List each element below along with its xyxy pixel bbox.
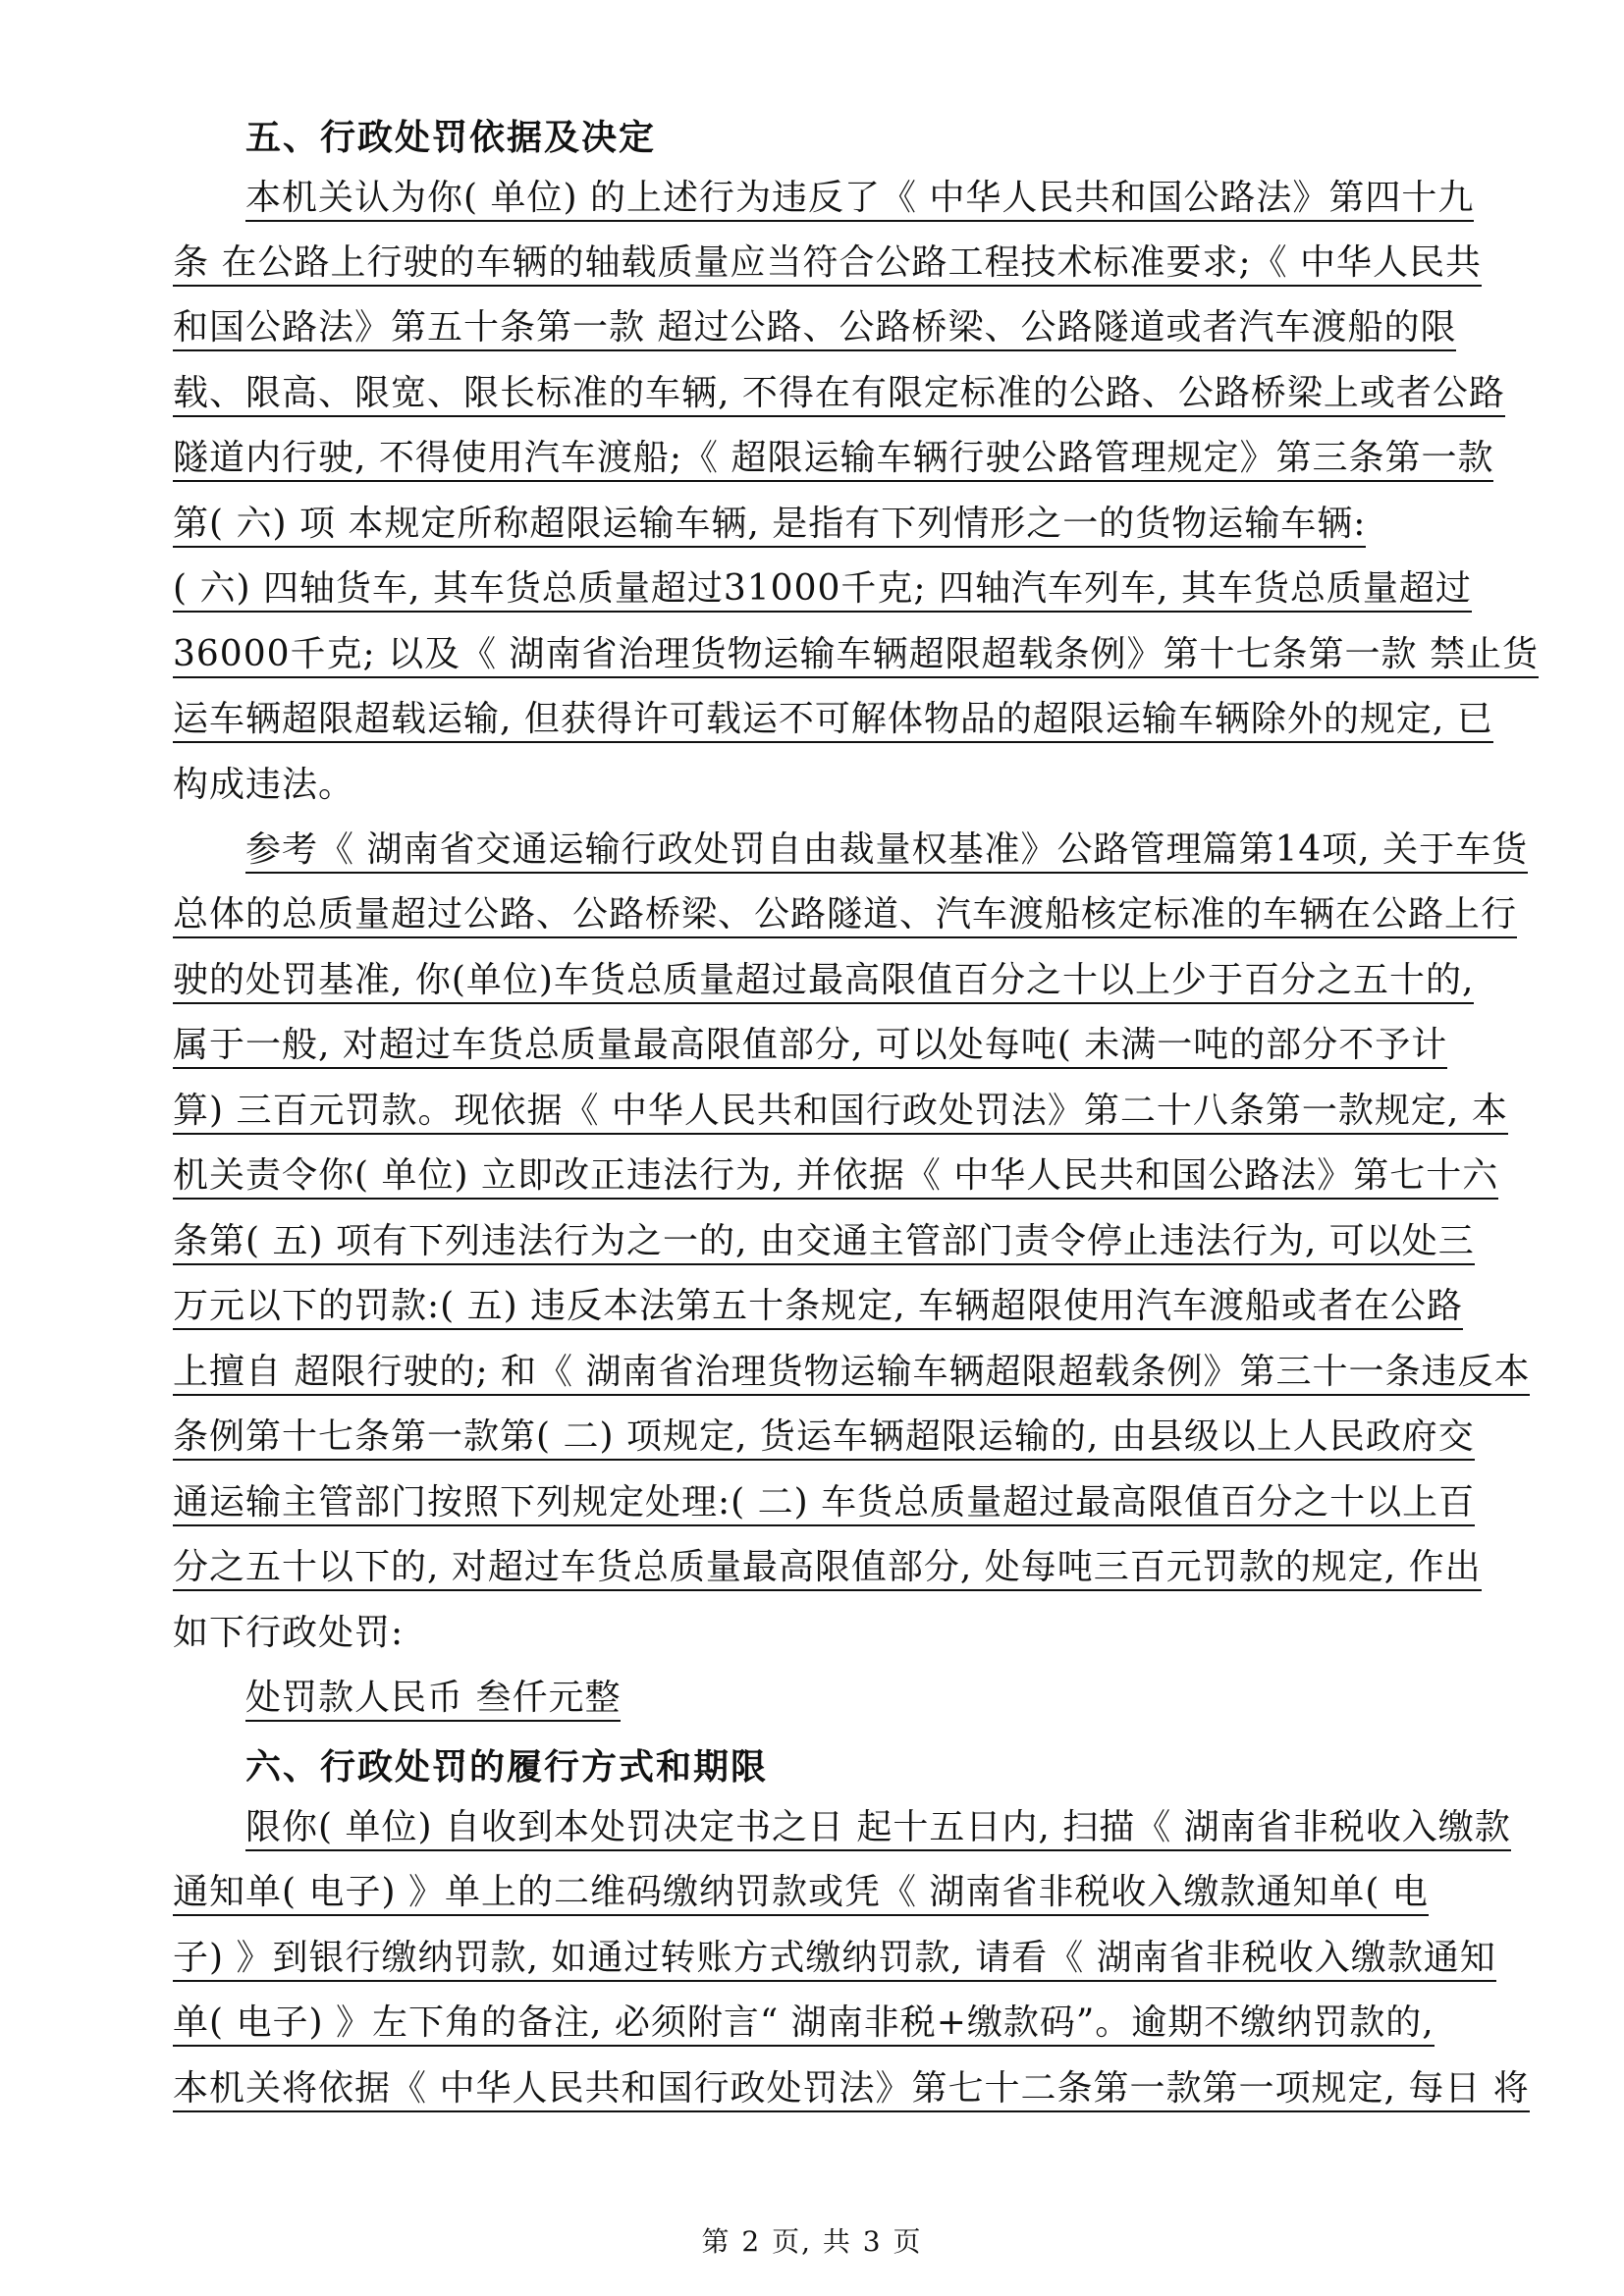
section5-line-11: 参考《 湖南省交通运输行政处罚自由裁量权基准》公路管理篇第14项, 关于车货 bbox=[245, 827, 1528, 874]
section5-line-2: 条 在公路上行驶的车辆的轴载质量应当符合公路工程技术标准要求;《 中华人民共 bbox=[173, 240, 1482, 287]
section6-line-4: 单( 电子) 》左下角的备注, 必须附言“ 湖南非税+缴款码”。逾期不缴纳罚款的, bbox=[173, 2000, 1435, 2047]
section5-line-6: 第( 六) 项 本规定所称超限运输车辆, 是指有下列情形之一的货物运输车辆: bbox=[173, 501, 1366, 548]
section5-line-19: 上擅自 超限行驶的; 和《 湖南省治理货物运输车辆超限超载条例》第三十一条违反本 bbox=[173, 1349, 1530, 1396]
section5-line-13: 驶的处罚基准, 你(单位)车货总质量超过最高限值百分之十以上少于百分之五十的, bbox=[173, 957, 1474, 1004]
section6-heading: 六、行政处罚的履行方式和期限 bbox=[245, 1746, 769, 1788]
section6-line-5: 本机关将依据《 中华人民共和国行政处罚法》第七十二条第一款第一项规定, 每日 将 bbox=[173, 2065, 1530, 2112]
section5-line-9: 运车辆超限超载运输, 但获得许可载运不可解体物品的超限运输车辆除外的规定, 已 bbox=[173, 696, 1493, 743]
section6-line-1: 限你( 单位) 自收到本处罚决定书之日 起十五日内, 扫描《 湖南省非税收入缴款 bbox=[245, 1804, 1511, 1851]
section5-line-10: 构成违法。 bbox=[173, 765, 355, 805]
section5-line-4: 载、限高、限宽、限长标准的车辆, 不得在有限定标准的公路、公路桥梁上或者公路 bbox=[173, 370, 1505, 417]
section6-line-2: 通知单( 电子) 》单上的二维码缴纳罚款或凭《 湖南省非税收入缴款通知单( 电 bbox=[173, 1869, 1429, 1916]
penalty-amount: 处罚款人民币 叁仟元整 bbox=[245, 1675, 621, 1722]
section5-line-18: 万元以下的罚款:( 五) 违反本法第五十条规定, 车辆超限使用汽车渡船或者在公路 bbox=[173, 1283, 1463, 1330]
section5-line-8: 36000千克; 以及《 湖南省治理货物运输车辆超限超载条例》第十七条第一款 禁止货 bbox=[173, 631, 1539, 678]
page-number: 第 2 页, 共 3 页 bbox=[701, 2225, 923, 2258]
section5-line-1: 本机关认为你( 单位) 的上述行为违反了《 中华人民共和国公路法》第四十九 bbox=[245, 175, 1474, 222]
section5-line-15: 算) 三百元罚款。现依据《 中华人民共和国行政处罚法》第二十八条第一款规定, 本 bbox=[173, 1088, 1508, 1135]
section5-line-23: 如下行政处罚: bbox=[173, 1613, 405, 1653]
section5-heading: 五、行政处罚依据及决定 bbox=[245, 117, 657, 158]
section6-line-3: 子) 》到银行缴纳罚款, 如通过转账方式缴纳罚款, 请看《 湖南省非税收入缴款通知 bbox=[173, 1935, 1496, 1982]
section5-line-7: ( 六) 四轴货车, 其车货总质量超过31000千克; 四轴汽车列车, 其车货总质量超过 bbox=[173, 565, 1472, 613]
section5-line-20: 条例第十七条第一款第( 二) 项规定, 货运车辆超限运输的, 由县级以上人民政府交 bbox=[173, 1414, 1475, 1461]
section5-line-16: 机关责令你( 单位) 立即改正违法行为, 并依据《 中华人民共和国公路法》第七十六 bbox=[173, 1152, 1498, 1200]
section5-line-12: 总体的总质量超过公路、公路桥梁、公路隧道、汽车渡船核定标准的车辆在公路上行 bbox=[173, 891, 1517, 938]
section5-line-5: 隧道内行驶, 不得使用汽车渡船;《 超限运输车辆行驶公路管理规定》第三条第一款 bbox=[173, 435, 1493, 482]
section5-line-22: 分之五十以下的, 对超过车货总质量最高限值部分, 处每吨三百元罚款的规定, 作出 bbox=[173, 1544, 1482, 1591]
section5-line-14: 属于一般, 对超过车货总质量最高限值部分, 可以处每吨( 未满一吨的部分不予计 bbox=[173, 1022, 1447, 1069]
section5-line-21: 通运输主管部门按照下列规定处理:( 二) 车货总质量超过最高限值百分之十以上百 bbox=[173, 1479, 1475, 1526]
section5-line-3: 和国公路法》第五十条第一款 超过公路、公路桥梁、公路隧道或者汽车渡船的限 bbox=[173, 304, 1456, 351]
section5-line-17: 条第( 五) 项有下列违法行为之一的, 由交通主管部门责令停止违法行为, 可以处三 bbox=[173, 1218, 1475, 1265]
